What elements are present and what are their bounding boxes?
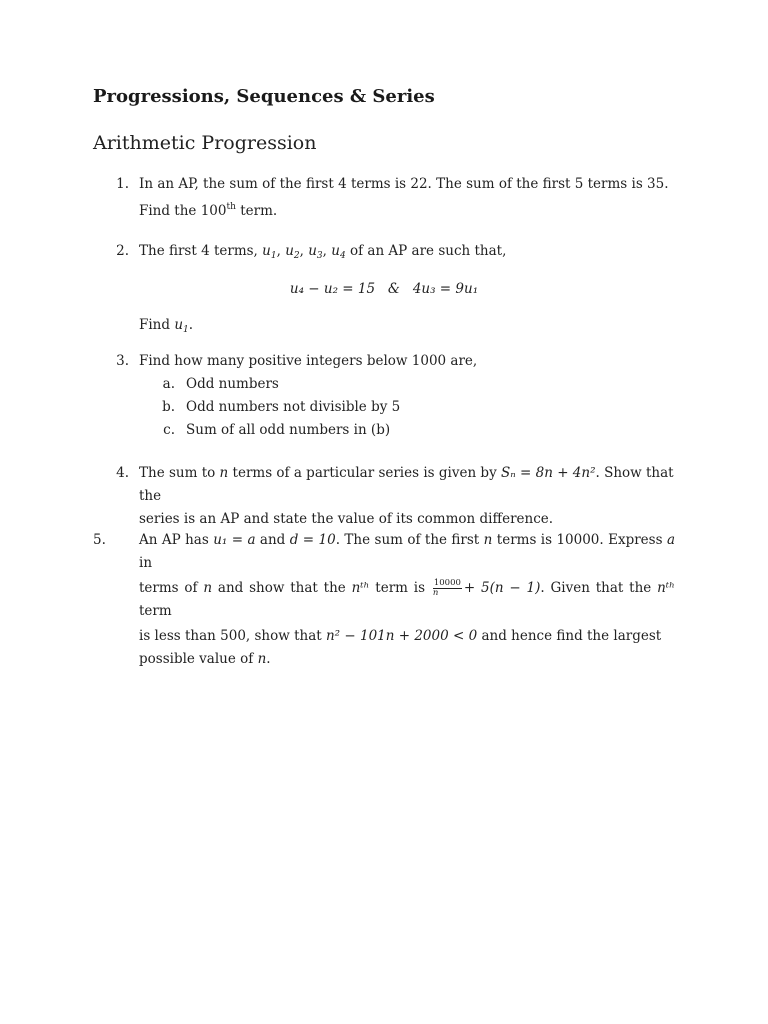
subscript: 1 <box>270 251 277 261</box>
text-run: term is <box>369 580 431 596</box>
question-text-line2: series is an AP and state the value of its common difference. <box>139 511 554 527</box>
text-run: The sum to <box>139 465 220 481</box>
text-run: . <box>266 651 271 667</box>
subscript: 1 <box>183 325 189 335</box>
text-run: terms is 10000. Express <box>492 532 667 548</box>
math-var: a <box>666 532 675 548</box>
fraction-numerator: 10000 <box>433 578 461 588</box>
question-text <box>139 529 675 575</box>
math-var: nᵗʰ <box>657 580 675 596</box>
math-var: n <box>203 580 213 596</box>
subscript: 4 <box>339 251 346 261</box>
sub-question-list <box>139 373 675 442</box>
equation-block <box>93 278 675 301</box>
text-run: . Given that the <box>540 580 658 596</box>
math-formula: + 5(n − 1) <box>463 580 541 596</box>
text-run: terms of <box>139 580 204 596</box>
text-run: in <box>139 555 153 571</box>
text-run: The first 4 terms, <box>139 243 263 259</box>
question-4 <box>93 462 675 531</box>
list-text: Odd numbers <box>186 376 279 392</box>
question-number: 4. <box>116 465 129 481</box>
question-number: 2. <box>116 243 129 259</box>
fraction <box>433 579 462 598</box>
math-var: u <box>331 243 340 259</box>
text-run: and hence find the largest <box>477 628 662 644</box>
text-run: . Show that the <box>139 465 674 504</box>
question-2-find <box>93 314 675 342</box>
question-number: 5. <box>93 532 106 548</box>
question-number: 3. <box>116 353 129 369</box>
text-run: terms of a particular series is given by <box>228 465 501 481</box>
math-var: nᵗʰ <box>351 580 370 596</box>
question-2 <box>93 240 675 268</box>
math-var: n <box>219 465 229 481</box>
list-item <box>139 396 675 419</box>
list-item <box>139 419 675 442</box>
question-text-line2 <box>139 577 675 623</box>
math-formula: d = 10 <box>289 532 336 548</box>
question-1 <box>93 173 675 223</box>
text-run: is less than 500, show that <box>139 628 326 644</box>
text-run: . The sum of the first <box>335 532 484 548</box>
question-3 <box>93 350 675 442</box>
question-text: In an AP, the sum of the first 4 terms is 22. The sum of the first 5 terms is 35. <box>139 176 669 192</box>
question-text: Find how many positive integers below 1000 are, <box>139 353 478 369</box>
subscript: 2 <box>293 251 300 261</box>
question-text: The first 4 terms, $u_1$, $u_2$, $u_3$, $u_4$ of an AP are such that, <box>139 243 507 261</box>
math-var: n <box>257 651 267 667</box>
text-run: and show that the <box>212 580 352 596</box>
text-run: of an AP are such that, <box>345 243 507 259</box>
text-run: term. <box>235 203 278 219</box>
text-run: . <box>188 317 194 333</box>
equation: u₄ − u₂ = 15 & 4u₃ = 9u₁ <box>289 281 479 297</box>
math-var: u <box>308 243 317 259</box>
math-formula: Sₙ = 8n + 4n² <box>501 465 596 481</box>
question-text-line3 <box>139 625 675 648</box>
list-label: a. <box>162 376 175 392</box>
question-text-line2 <box>139 196 675 223</box>
text-run: An AP has <box>139 532 214 548</box>
math-var: u <box>174 317 184 333</box>
fraction-denominator: n <box>432 588 439 598</box>
subscript: 3 <box>316 251 323 261</box>
text-run: Find the 100 <box>139 203 227 219</box>
text-run: term <box>139 603 172 619</box>
list-item <box>139 373 675 396</box>
text-run: possible value of <box>139 651 258 667</box>
text-run: and <box>255 532 290 548</box>
superscript: th <box>226 202 236 212</box>
question-5 <box>93 529 675 671</box>
text-run: Find <box>139 317 175 333</box>
page-title: Progressions, Sequences & Series <box>93 86 435 107</box>
list-label: b. <box>162 399 175 415</box>
list-text: Sum of all odd numbers in (b) <box>186 422 391 438</box>
math-var: u <box>285 243 294 259</box>
math-var: u <box>262 243 271 259</box>
list-text: Odd numbers not divisible by 5 <box>186 399 401 415</box>
question-text <box>139 462 675 508</box>
section-heading: Arithmetic Progression <box>93 132 317 154</box>
math-formula: u₁ = a <box>213 532 256 548</box>
question-text-line4 <box>139 648 675 671</box>
math-formula: n² − 101n + 2000 < 0 <box>325 628 478 644</box>
math-var: n <box>483 532 493 548</box>
question-number: 1. <box>116 176 129 192</box>
list-label: c. <box>163 422 175 438</box>
